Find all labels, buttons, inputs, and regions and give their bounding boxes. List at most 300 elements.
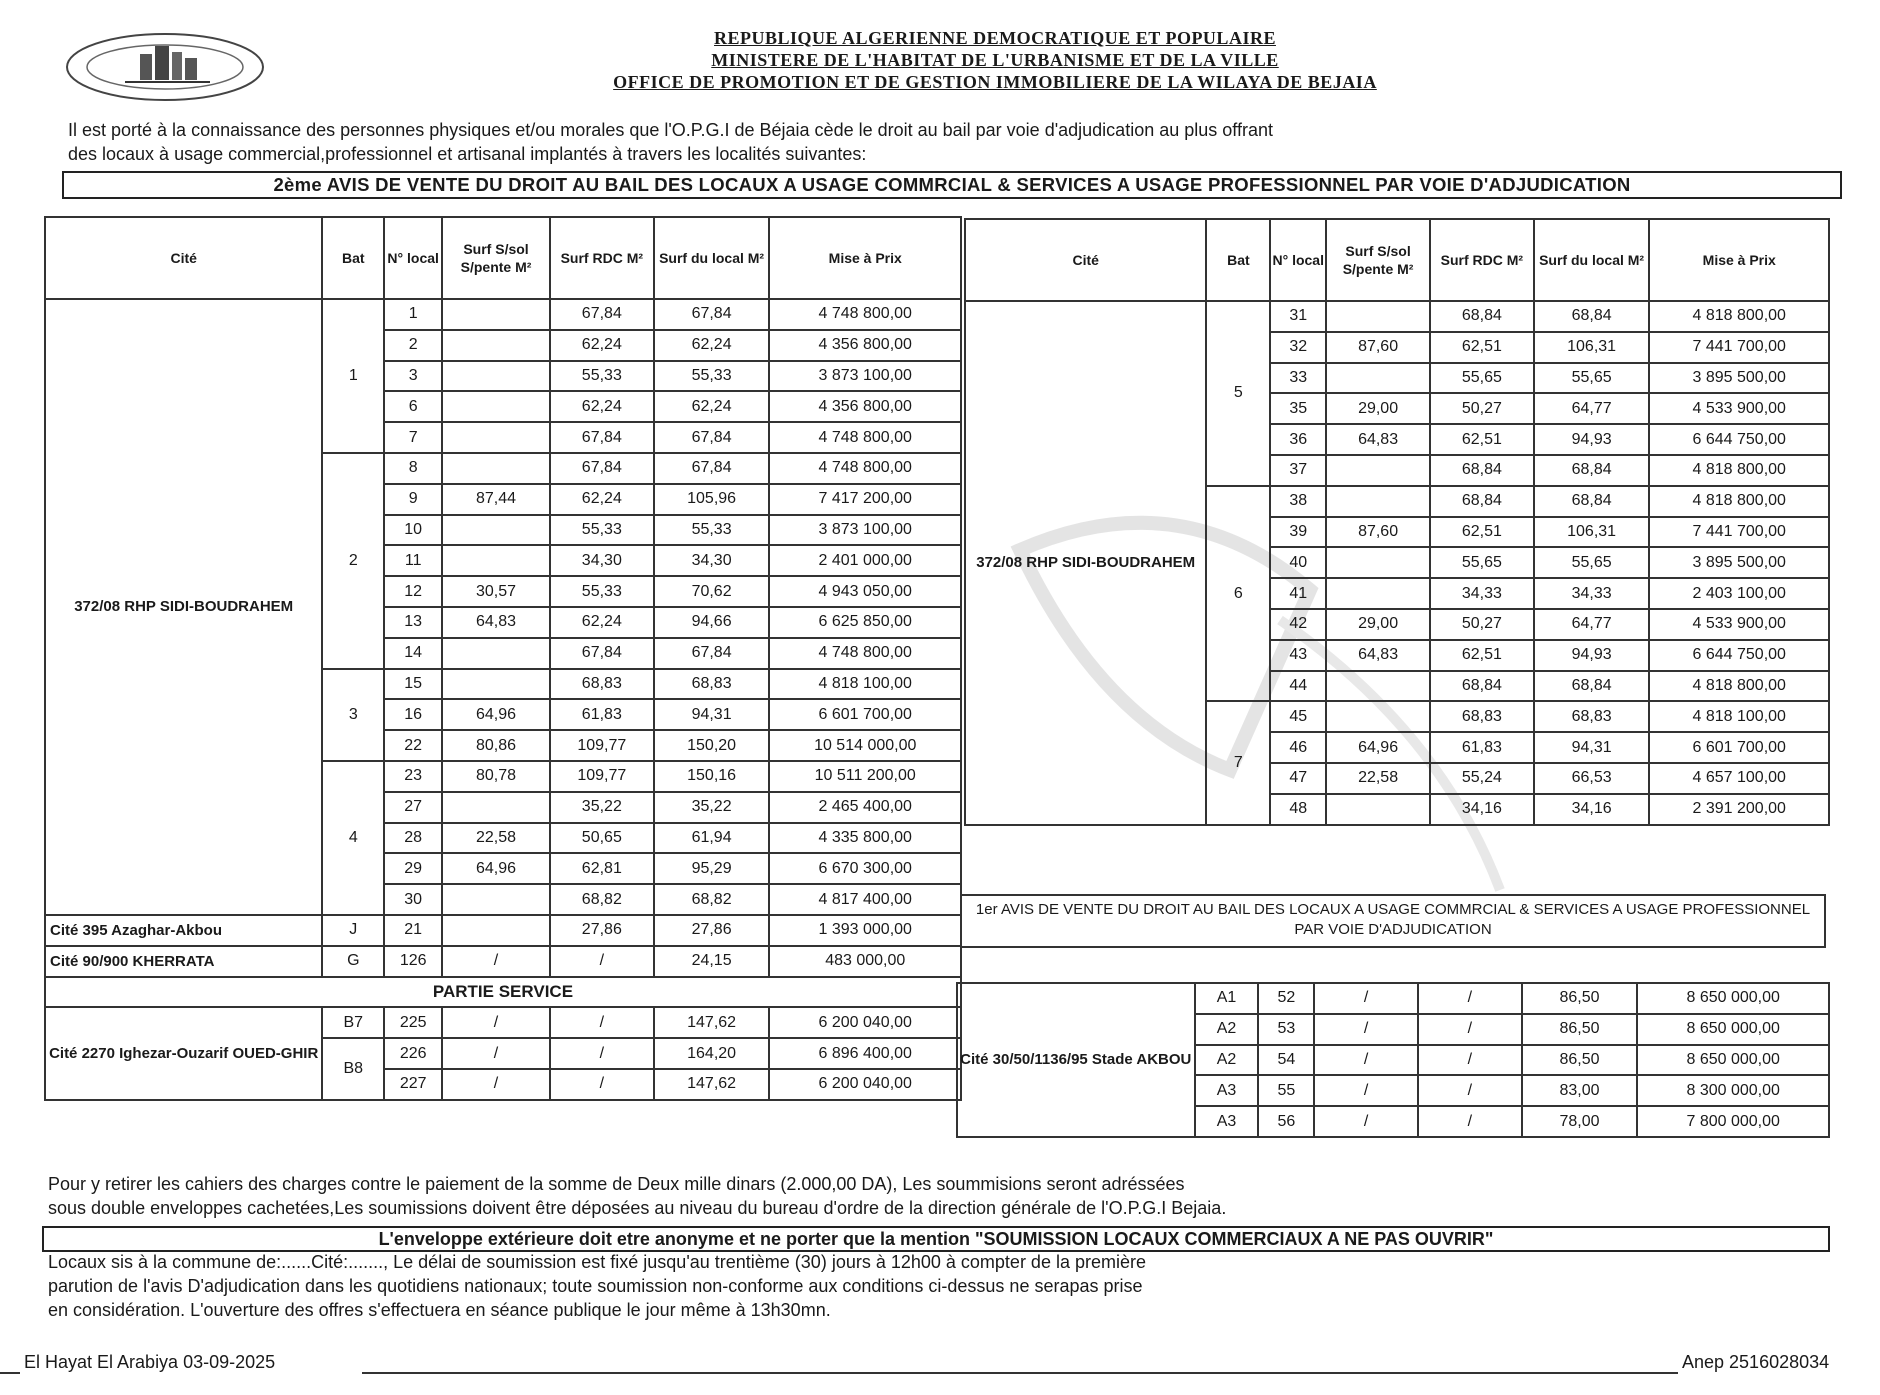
surface-rdc: 62,81: [550, 853, 654, 884]
city-name: 372/08 RHP SIDI-BOUDRAHEM: [45, 299, 322, 915]
notice-title: 2ème AVIS DE VENTE DU DROIT AU BAIL DES LOCAUX A USAGE COMMRCIAL & SERVICES A USAGE PROFESSIONNEL PAR VOIE D'ADJUDICATION: [62, 171, 1842, 199]
local-number: 22: [384, 730, 442, 761]
local-number: 13: [384, 607, 442, 638]
surface-local: 55,33: [654, 515, 770, 546]
price: 8 650 000,00: [1637, 1014, 1829, 1045]
surface-local: 34,33: [1534, 578, 1650, 609]
local-number: 11: [384, 545, 442, 576]
price: 3 895 500,00: [1649, 363, 1829, 394]
price: 10 511 200,00: [769, 761, 961, 792]
local-number: 56: [1258, 1106, 1314, 1137]
price: 4 533 900,00: [1649, 393, 1829, 424]
price: 7 441 700,00: [1649, 517, 1829, 548]
price: 4 335 800,00: [769, 823, 961, 854]
price: 6 200 040,00: [769, 1069, 961, 1100]
local-number: 21: [384, 915, 442, 946]
surface-local: 55,65: [1534, 363, 1650, 394]
local-number: 1: [384, 299, 442, 330]
surface-ssol: 80,78: [442, 761, 550, 792]
surface-rdc: 27,86: [550, 915, 654, 946]
local-number: 27: [384, 792, 442, 823]
footer-paragraph-2: [48, 1250, 1668, 1322]
surface-local: 35,22: [654, 792, 770, 823]
surface-ssol: 87,44: [442, 484, 550, 515]
surface-rdc: 109,77: [550, 761, 654, 792]
local-number: 28: [384, 823, 442, 854]
surface-local: 64,77: [1534, 609, 1650, 640]
price: 4 748 800,00: [769, 453, 961, 484]
city-name: Cité 90/900 KHERRATA: [45, 946, 322, 977]
local-number: 54: [1258, 1045, 1314, 1076]
surface-local: 68,82: [654, 884, 770, 915]
surface-ssol: [1326, 455, 1430, 486]
surface-rdc: 67,84: [550, 299, 654, 330]
surface-local: 70,62: [654, 576, 770, 607]
local-number: 12: [384, 576, 442, 607]
surface-ssol: [1326, 578, 1430, 609]
local-number: 226: [384, 1038, 442, 1069]
local-number: 225: [384, 1007, 442, 1038]
surface-rdc: 62,24: [550, 607, 654, 638]
right-table: [964, 218, 1830, 826]
surface-ssol: [442, 792, 550, 823]
price: 4 748 800,00: [769, 638, 961, 669]
surface-local: 67,84: [654, 299, 770, 330]
local-number: 53: [1258, 1014, 1314, 1045]
surface-local: 55,33: [654, 361, 770, 392]
surface-local: 68,84: [1534, 486, 1650, 517]
price: 7 800 000,00: [1637, 1106, 1829, 1137]
footer-line-3: Locaux sis à la commune de:......Cité:......., Le délai de soumission est fixé jusqu'au trentième (30) jours à 12h00 à compter de la première: [48, 1252, 1146, 1272]
footer-line-1: Pour y retirer les cahiers des charges contre le paiement de la somme de Deux mille dinars (2.000,00 DA), Les soummisions seront adréssées: [48, 1174, 1185, 1194]
surface-rdc: 55,33: [550, 361, 654, 392]
footer-line-2: sous double enveloppes cachetées,Les soumissions doivent être déposées au niveau du bureau d'ordre de la direction générale de l'O.P.G.I Bejaia.: [48, 1198, 1227, 1218]
price: 4 748 800,00: [769, 422, 961, 453]
col-local: Surf du local M²: [1534, 219, 1650, 301]
surface-rdc: 61,83: [1430, 732, 1534, 763]
local-number: 10: [384, 515, 442, 546]
surface-rdc: /: [550, 946, 654, 977]
surface-ssol: [442, 422, 550, 453]
price: 4 943 050,00: [769, 576, 961, 607]
surface-rdc: 68,84: [1430, 486, 1534, 517]
surface-local: 94,66: [654, 607, 770, 638]
surface-rdc: 50,27: [1430, 393, 1534, 424]
local-number: 37: [1270, 455, 1326, 486]
surface-local: 62,24: [654, 391, 770, 422]
surface-rdc: 50,27: [1430, 609, 1534, 640]
surface-ssol: /: [442, 1007, 550, 1038]
surface-local: 94,31: [654, 699, 770, 730]
footer-paragraph-1: [48, 1172, 1668, 1220]
local-number: 9: [384, 484, 442, 515]
surface-ssol: 64,96: [442, 699, 550, 730]
price: 6 625 850,00: [769, 607, 961, 638]
col-prix: Mise à Prix: [1649, 219, 1829, 301]
surface-ssol: 64,83: [442, 607, 550, 638]
surface-ssol: /: [1314, 1045, 1418, 1076]
stade-table: [956, 982, 1830, 1138]
table-row: [45, 946, 961, 977]
surface-local: 94,93: [1534, 424, 1650, 455]
local-number: 44: [1270, 671, 1326, 702]
price: 2 465 400,00: [769, 792, 961, 823]
col-local: Surf du local M²: [654, 217, 770, 299]
bat-number: 1: [322, 299, 384, 453]
col-cite: Cité: [965, 219, 1206, 301]
col-ssol: Surf S/sol S/pente M²: [1326, 219, 1430, 301]
surface-ssol: /: [1314, 983, 1418, 1014]
col-rdc: Surf RDC M²: [1430, 219, 1534, 301]
surface-ssol: /: [1314, 1014, 1418, 1045]
surface-rdc: 61,83: [550, 699, 654, 730]
city-name: Cité 30/50/1136/95 Stade AKBOU: [957, 983, 1195, 1137]
surface-rdc: /: [1418, 1106, 1522, 1137]
bat-number: A2: [1195, 1045, 1259, 1076]
local-number: 40: [1270, 547, 1326, 578]
surface-rdc: 68,84: [1430, 301, 1534, 332]
surface-ssol: [1326, 547, 1430, 578]
surface-local: 64,77: [1534, 393, 1650, 424]
surface-rdc: /: [1418, 1014, 1522, 1045]
right-header-row: [965, 219, 1829, 301]
surface-rdc: /: [1418, 1045, 1522, 1076]
surface-local: 24,15: [654, 946, 770, 977]
service-section-row: [45, 977, 961, 1008]
surface-local: 147,62: [654, 1007, 770, 1038]
surface-local: 106,31: [1534, 332, 1650, 363]
bat-number: 2: [322, 453, 384, 669]
surface-ssol: 87,60: [1326, 332, 1430, 363]
footer-line-5: en considération. L'ouverture des offres s'effectuera en séance publique le jour même à 13h30mn.: [48, 1300, 831, 1320]
newspaper-credit: El Hayat El Arabiya 03-09-2025: [24, 1352, 276, 1372]
surface-ssol: [442, 884, 550, 915]
col-num: N° local: [384, 217, 442, 299]
anep-reference: Anep 2516028034: [1682, 1352, 1830, 1372]
local-number: 30: [384, 884, 442, 915]
local-number: 45: [1270, 701, 1326, 732]
price: 6 601 700,00: [1649, 732, 1829, 763]
bat-number: 4: [322, 761, 384, 915]
local-number: 43: [1270, 640, 1326, 671]
col-ssol: Surf S/sol S/pente M²: [442, 217, 550, 299]
surface-local: 68,84: [1534, 671, 1650, 702]
price: 4 818 800,00: [1649, 671, 1829, 702]
surface-ssol: 87,60: [1326, 517, 1430, 548]
price: 483 000,00: [769, 946, 961, 977]
table-row: [965, 301, 1829, 332]
local-number: 3: [384, 361, 442, 392]
local-number: 29: [384, 853, 442, 884]
surface-ssol: [442, 638, 550, 669]
intro-line-1: Il est porté à la connaissance des personnes physiques et/ou morales que l'O.P.G.I de Béjaia cède le droit au bail par voie d'adjudication au plus offrant: [68, 120, 1273, 140]
surface-local: 68,83: [654, 669, 770, 700]
price: 7 441 700,00: [1649, 332, 1829, 363]
surface-local: 106,31: [1534, 517, 1650, 548]
surface-local: 27,86: [654, 915, 770, 946]
bat-number: A1: [1195, 983, 1259, 1014]
price: 4 356 800,00: [769, 330, 961, 361]
surface-local: 67,84: [654, 638, 770, 669]
col-bat: Bat: [1206, 219, 1270, 301]
footer-line-4: parution de l'avis D'adjudication dans les quotidiens nationaux; toute soumission non-conforme aux conditions ci-dessus ne serapas prise: [48, 1276, 1143, 1296]
local-number: 47: [1270, 763, 1326, 794]
surface-ssol: 64,83: [1326, 424, 1430, 455]
surface-ssol: 80,86: [442, 730, 550, 761]
surface-rdc: 34,30: [550, 545, 654, 576]
surface-rdc: 67,84: [550, 453, 654, 484]
local-number: 126: [384, 946, 442, 977]
service-section-label: PARTIE SERVICE: [45, 977, 961, 1008]
intro-text: [68, 118, 1588, 166]
price: 6 601 700,00: [769, 699, 961, 730]
local-number: 48: [1270, 794, 1326, 825]
price: 1 393 000,00: [769, 915, 961, 946]
surface-rdc: 34,33: [1430, 578, 1534, 609]
surface-ssol: [442, 515, 550, 546]
first-notice-title: 1er AVIS DE VENTE DU DROIT AU BAIL DES LOCAUX A USAGE COMMRCIAL & SERVICES A USAGE PROFESSIONNEL PAR VOIE D'ADJUDICATION: [960, 894, 1826, 948]
surface-rdc: 62,51: [1430, 640, 1534, 671]
price: 2 403 100,00: [1649, 578, 1829, 609]
surface-ssol: [442, 330, 550, 361]
surface-rdc: /: [550, 1069, 654, 1100]
surface-local: 55,65: [1534, 547, 1650, 578]
col-rdc: Surf RDC M²: [550, 217, 654, 299]
col-cite: Cité: [45, 217, 322, 299]
header-line-1: REPUBLIQUE ALGERIENNE DEMOCRATIQUE ET POPULAIRE: [714, 28, 1276, 48]
price: 4 818 100,00: [769, 669, 961, 700]
col-prix: Mise à Prix: [769, 217, 961, 299]
surface-local: 78,00: [1522, 1106, 1638, 1137]
surface-ssol: /: [1314, 1106, 1418, 1137]
surface-ssol: [442, 361, 550, 392]
bat-number: A2: [1195, 1014, 1259, 1045]
surface-local: 62,24: [654, 330, 770, 361]
surface-rdc: 62,51: [1430, 424, 1534, 455]
surface-rdc: 55,33: [550, 515, 654, 546]
bat-number: 6: [1206, 486, 1270, 702]
surface-ssol: 29,00: [1326, 609, 1430, 640]
surface-ssol: [442, 669, 550, 700]
price: 8 300 000,00: [1637, 1075, 1829, 1106]
price: 10 514 000,00: [769, 730, 961, 761]
price: 3 873 100,00: [769, 515, 961, 546]
surface-ssol: /: [1314, 1075, 1418, 1106]
surface-rdc: 34,16: [1430, 794, 1534, 825]
surface-local: 61,94: [654, 823, 770, 854]
surface-ssol: [442, 391, 550, 422]
surface-ssol: 29,00: [1326, 393, 1430, 424]
surface-rdc: 55,24: [1430, 763, 1534, 794]
bat-number: A3: [1195, 1106, 1259, 1137]
price: 4 818 800,00: [1649, 486, 1829, 517]
surface-rdc: 68,83: [550, 669, 654, 700]
table-row: [45, 915, 961, 946]
table-row: [957, 983, 1829, 1014]
local-number: 23: [384, 761, 442, 792]
surface-rdc: 35,22: [550, 792, 654, 823]
local-number: 42: [1270, 609, 1326, 640]
local-number: 8: [384, 453, 442, 484]
local-number: 41: [1270, 578, 1326, 609]
local-number: 7: [384, 422, 442, 453]
header-line-3: OFFICE DE PROMOTION ET DE GESTION IMMOBILIERE DE LA WILAYA DE BEJAIA: [613, 72, 1377, 92]
price: 4 748 800,00: [769, 299, 961, 330]
city-name: Cité 2270 Ighezar-Ouzarif OUED-GHIR: [45, 1007, 322, 1099]
table-row: [45, 299, 961, 330]
surface-ssol: [1326, 794, 1430, 825]
bottom-rule-middle: [362, 1372, 1678, 1374]
surface-local: 34,30: [654, 545, 770, 576]
opgi-logo: [65, 32, 270, 102]
surface-local: 67,84: [654, 422, 770, 453]
col-bat: Bat: [322, 217, 384, 299]
surface-ssol: [1326, 301, 1430, 332]
surface-rdc: 68,82: [550, 884, 654, 915]
bat-number: B8: [322, 1038, 384, 1100]
surface-local: 147,62: [654, 1069, 770, 1100]
local-number: 39: [1270, 517, 1326, 548]
price: 4 818 100,00: [1649, 701, 1829, 732]
surface-rdc: /: [1418, 983, 1522, 1014]
surface-ssol: [442, 299, 550, 330]
surface-local: 150,20: [654, 730, 770, 761]
bat-number: A3: [1195, 1075, 1259, 1106]
surface-ssol: [442, 453, 550, 484]
price: 7 417 200,00: [769, 484, 961, 515]
surface-local: 94,31: [1534, 732, 1650, 763]
bat-number: 7: [1206, 701, 1270, 824]
local-number: 36: [1270, 424, 1326, 455]
surface-local: 86,50: [1522, 1045, 1638, 1076]
surface-ssol: 22,58: [442, 823, 550, 854]
bat-number: B7: [322, 1007, 384, 1038]
bat-number: J: [322, 915, 384, 946]
surface-local: 67,84: [654, 453, 770, 484]
surface-local: 86,50: [1522, 983, 1638, 1014]
surface-ssol: 30,57: [442, 576, 550, 607]
surface-local: 105,96: [654, 484, 770, 515]
local-number: 6: [384, 391, 442, 422]
local-number: 46: [1270, 732, 1326, 763]
surface-local: 68,83: [1534, 701, 1650, 732]
surface-ssol: [1326, 486, 1430, 517]
bat-number: G: [322, 946, 384, 977]
left-table: [44, 216, 962, 1101]
surface-ssol: [1326, 671, 1430, 702]
surface-local: 164,20: [654, 1038, 770, 1069]
surface-ssol: 64,96: [442, 853, 550, 884]
surface-rdc: 55,65: [1430, 547, 1534, 578]
surface-rdc: 68,83: [1430, 701, 1534, 732]
surface-rdc: /: [1418, 1075, 1522, 1106]
local-number: 14: [384, 638, 442, 669]
price: 3 895 500,00: [1649, 547, 1829, 578]
price: 6 670 300,00: [769, 853, 961, 884]
price: 2 391 200,00: [1649, 794, 1829, 825]
header-line-2: MINISTERE DE L'HABITAT DE L'URBANISME ET DE LA VILLE: [711, 50, 1279, 70]
surface-ssol: /: [442, 1069, 550, 1100]
price: 4 818 800,00: [1649, 455, 1829, 486]
bat-number: 3: [322, 669, 384, 761]
surface-local: 34,16: [1534, 794, 1650, 825]
surface-rdc: 62,51: [1430, 332, 1534, 363]
price: 3 873 100,00: [769, 361, 961, 392]
surface-local: 68,84: [1534, 301, 1650, 332]
col-num: N° local: [1270, 219, 1326, 301]
price: 4 817 400,00: [769, 884, 961, 915]
left-header-row: [45, 217, 961, 299]
surface-ssol: 64,96: [1326, 732, 1430, 763]
surface-rdc: 62,24: [550, 391, 654, 422]
price: 4 533 900,00: [1649, 609, 1829, 640]
surface-rdc: 55,33: [550, 576, 654, 607]
surface-ssol: 64,83: [1326, 640, 1430, 671]
local-number: 35: [1270, 393, 1326, 424]
surface-rdc: 62,24: [550, 330, 654, 361]
price: 8 650 000,00: [1637, 983, 1829, 1014]
anonymous-envelope-note: L'enveloppe extérieure doit etre anonyme et ne porter que la mention "SOUMISSION LOCAUX COMMERCIAUX A NE PAS OUVRIR": [42, 1226, 1830, 1252]
surface-rdc: 68,84: [1430, 671, 1534, 702]
surface-ssol: [442, 915, 550, 946]
surface-local: 150,16: [654, 761, 770, 792]
surface-rdc: 67,84: [550, 422, 654, 453]
local-number: 55: [1258, 1075, 1314, 1106]
price: 6 644 750,00: [1649, 640, 1829, 671]
local-number: 15: [384, 669, 442, 700]
price: 6 200 040,00: [769, 1007, 961, 1038]
price: 2 401 000,00: [769, 545, 961, 576]
surface-ssol: [442, 545, 550, 576]
price: 6 644 750,00: [1649, 424, 1829, 455]
surface-local: 68,84: [1534, 455, 1650, 486]
surface-ssol: [1326, 701, 1430, 732]
price: 8 650 000,00: [1637, 1045, 1829, 1076]
surface-ssol: /: [442, 1038, 550, 1069]
local-number: 2: [384, 330, 442, 361]
surface-rdc: 67,84: [550, 638, 654, 669]
city-name: 372/08 RHP SIDI-BOUDRAHEM: [965, 301, 1206, 825]
surface-local: 94,93: [1534, 640, 1650, 671]
surface-ssol: 22,58: [1326, 763, 1430, 794]
surface-rdc: 62,51: [1430, 517, 1534, 548]
table-row: [45, 1007, 961, 1038]
surface-rdc: 55,65: [1430, 363, 1534, 394]
price: 4 356 800,00: [769, 391, 961, 422]
surface-local: 86,50: [1522, 1014, 1638, 1045]
price: 4 657 100,00: [1649, 763, 1829, 794]
surface-local: 95,29: [654, 853, 770, 884]
surface-ssol: /: [442, 946, 550, 977]
local-number: 16: [384, 699, 442, 730]
intro-line-2: des locaux à usage commercial,professionnel et artisanal implantés à travers les localités suivantes:: [68, 144, 867, 164]
local-number: 33: [1270, 363, 1326, 394]
surface-rdc: 68,84: [1430, 455, 1534, 486]
bottom-rule-left: [0, 1372, 20, 1374]
surface-rdc: 62,24: [550, 484, 654, 515]
price: 6 896 400,00: [769, 1038, 961, 1069]
surface-local: 66,53: [1534, 763, 1650, 794]
surface-local: 83,00: [1522, 1075, 1638, 1106]
surface-ssol: [1326, 363, 1430, 394]
local-number: 227: [384, 1069, 442, 1100]
city-name: Cité 395 Azaghar-Akbou: [45, 915, 322, 946]
surface-rdc: 50,65: [550, 823, 654, 854]
local-number: 32: [1270, 332, 1326, 363]
local-number: 38: [1270, 486, 1326, 517]
bat-number: 5: [1206, 301, 1270, 486]
local-number: 31: [1270, 301, 1326, 332]
